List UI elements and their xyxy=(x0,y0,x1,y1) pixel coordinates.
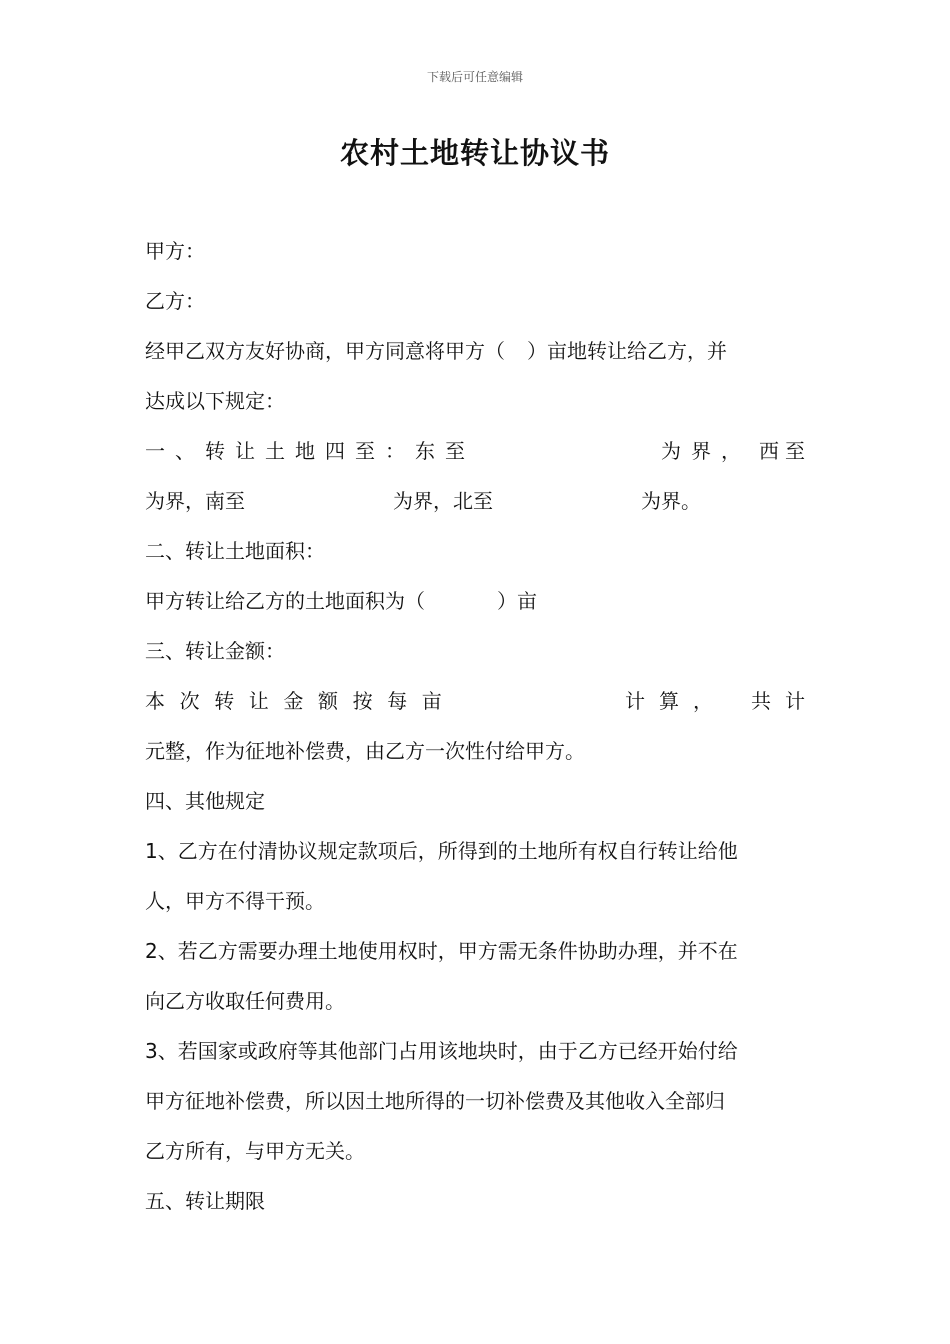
blank-field xyxy=(475,426,661,476)
section1-line-1 xyxy=(145,426,811,476)
section3-heading: 三、转让金额： xyxy=(145,639,285,663)
section1-text-c: 西至 xyxy=(759,439,811,463)
section5-heading: 五、转让期限 xyxy=(145,1189,265,1213)
section4-item3-line2 xyxy=(145,1076,805,1126)
section3-text-d: 元整，作为征地补偿费，由乙方一次性付给甲方。 xyxy=(145,739,585,763)
section3-text-a: 本次转让金额按每亩 xyxy=(145,689,457,713)
section4-item2-text-cont: 向乙方收取任何费用。 xyxy=(145,989,345,1013)
section4-item3-line3 xyxy=(145,1126,805,1176)
section3-text-b: 计算， xyxy=(625,689,727,713)
intro-line-2 xyxy=(145,376,805,426)
section4-heading-line xyxy=(145,776,805,826)
section4-item3-text: 3、若国家或政府等其他部门占用该地块时，由于乙方已经开始付给 xyxy=(145,1039,738,1063)
section4-item3-text-cont: 甲方征地补偿费，所以因土地所得的一切补偿费及其他收入全部归 xyxy=(145,1089,725,1113)
section2-heading-line xyxy=(145,526,805,576)
section4-heading: 四、其他规定 xyxy=(145,789,265,813)
party-b-line xyxy=(145,276,805,326)
section4-item2-line2 xyxy=(145,976,805,1026)
section2-text-a: 甲方转让给乙方的土地面积为（ xyxy=(145,589,425,613)
document-title: 农村土地转让协议书 xyxy=(339,136,610,170)
section4-item2-line1 xyxy=(145,926,805,976)
intro-text-b: ）亩地转让给乙方，并 xyxy=(527,339,727,363)
section4-item3-line1 xyxy=(145,1026,805,1076)
section1-text-d: 为界，南至 xyxy=(145,489,245,513)
section4-item1-line1 xyxy=(145,826,805,876)
section4-item3-text-end: 乙方所有，与甲方无关。 xyxy=(145,1139,365,1163)
section1-text-f: 为界。 xyxy=(641,489,701,513)
section1-text-e: 为界，北至 xyxy=(393,489,493,513)
party-a-line xyxy=(145,226,805,276)
section1-line-2 xyxy=(145,476,805,526)
section1-heading: 一、转让土地四至：东至 xyxy=(145,439,475,463)
party-a-label: 甲方： xyxy=(145,239,205,263)
section4-item2-text: 2、若乙方需要办理土地使用权时，甲方需无条件协助办理，并不在 xyxy=(145,939,738,963)
section2-text-b: ）亩 xyxy=(497,589,537,613)
intro-text-c: 达成以下规定： xyxy=(145,389,285,413)
section3-line-2 xyxy=(145,726,805,776)
section3-text-c: 共计 xyxy=(751,689,819,713)
intro-text-a: 经甲乙双方友好协商，甲方同意将甲方（ xyxy=(145,339,505,363)
section3-heading-line xyxy=(145,626,805,676)
document-body xyxy=(145,226,819,1226)
intro-line-1 xyxy=(145,326,805,376)
section2-heading: 二、转让土地面积： xyxy=(145,539,325,563)
blank-field xyxy=(456,676,625,726)
page-header-note: 下载后可任意编辑 xyxy=(426,70,523,84)
section4-item1-line2 xyxy=(145,876,805,926)
section4-item1-text-cont: 人，甲方不得干预。 xyxy=(145,889,325,913)
section2-text-line xyxy=(145,576,805,626)
party-b-label: 乙方： xyxy=(145,289,205,313)
section1-text-b: 为界， xyxy=(661,439,751,463)
section3-line-1 xyxy=(145,676,819,726)
section5-heading-line xyxy=(145,1176,805,1226)
section4-item1-text: 1、乙方在付清协议规定款项后，所得到的土地所有权自行转让给他 xyxy=(145,839,738,863)
